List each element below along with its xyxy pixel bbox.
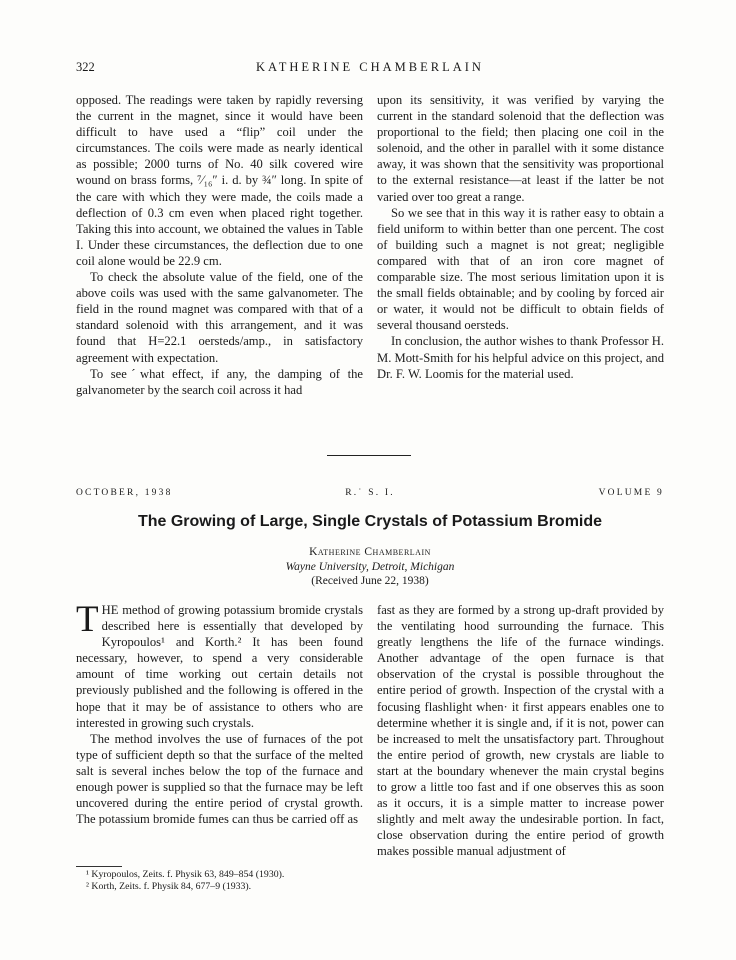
paragraph: opposed. The readings were taken by rapidly reversing the current in the magnet, since it would have been difficult to have used a “flip” coil under the circumstances. The coils were made as nearly identical as possible; 2000 turns of No. 40 silk covered wire wound on brass forms, ⁷⁄₁₆″ i. d. by ¾″ long. In spite of the care with which they were made, the coils made a deflection of 0.3 cm even when placed right together. Taking this into account, we obtained the values in Table I. Under these circumstances, the deflection due to one coil alone would be 22.9 cm. xyxy=(76,93,363,268)
paragraph: The method involves the use of furnaces of the pot type of sufficient depth so that the surface of the melted salt is several inches below the top of the furnace and enough power is supplied so that the furnace may be left uncovered during the entire period of crystal growth. The potassium bromide fumes can thus be carried off as xyxy=(76,731,363,827)
footnote-2: ² Korth, Zeits. f. Physik 84, 677–9 (1933). xyxy=(86,880,252,892)
running-head xyxy=(76,60,664,78)
article-title: The Growing of Large, Single Crystals of Potassium Bromide xyxy=(137,513,603,530)
footnote-1: ¹ Kyropoulos, Zeits. f. Physik 63, 849–854 (1930). xyxy=(86,869,285,880)
section-divider xyxy=(327,455,411,456)
volume-label: VOLUME 9 xyxy=(598,488,664,498)
running-head-author: KATHERINE CHAMBERLAIN xyxy=(256,60,484,74)
paragraph-text: method of growing potassium bromide crystals described here is essentially that developed by Kyropoulos¹ and Korth.² It has been found necessary, however, to spend a very considerable amount of time working out certain details not previously published and the following is offered in the hope that it may be of assistance to others who are interested in growing such crystals. xyxy=(76,603,363,730)
paragraph: upon its sensitivity, it was verified by varying the current in the standard solenoid that the deflection was proportional to the field; then placing one coil in the solenoid, and the other in parallel with it some distance away, it was shown that the sensitivity was proportional to the external resistance—at least if the latter be not varied over too great a range. xyxy=(377,93,664,204)
footnote-rule xyxy=(76,866,122,867)
journal-abbrev: R.˙ S. I. xyxy=(345,488,395,498)
received-date: (Received June 22, 1938) xyxy=(311,575,429,587)
article-left-column xyxy=(76,599,363,827)
paragraph: To check the absolute value of the field, one of the above coils was used with the same galvanometer. The field in the round magnet was compared with that of a standard solenoid with this arrangement, and it was found that H=22.1 oersteds/amp., in satisfactory agreement with expectation. xyxy=(76,270,363,365)
author-affiliation: Wayne University, Detroit, Michigan xyxy=(285,560,455,573)
issue-line xyxy=(76,488,664,504)
article-right-column xyxy=(377,602,664,860)
issue-date: OCTOBER, 1938 xyxy=(76,488,173,498)
author-name: Katherine Chamberlain xyxy=(309,546,431,558)
first-word: HE xyxy=(101,603,119,617)
paragraph: To seeˊwhat effect, if any, the damping of the galvanometer by the search coil across it had xyxy=(76,366,363,397)
paragraph: fast as they are formed by a strong up-draft provided by the ventilating hood surrounding the furnace. This greatly lengthens the life of the furnace windings. Another advantage of the open furnace is that observation of the crystal is possible throughout the entire period of growth. Inspection of the crystal with a focusing flashlight when· it first appears enables one to determine whether it is single and, if it is not, power can be increased to melt the unsatisfactory part. Throughout the entire period of growth, new crystals are liable to start at the boundary whenever the main crystal begins to grow a little too fast and if one observes this as soon as it occurs, it is a simple matter to increase power slightly and melt away the undesirable portion. In fact, close observation during the entire period of growth makes possible manual adjustment of xyxy=(377,603,664,859)
prev-article-left-column xyxy=(76,92,363,398)
page-number: 322 xyxy=(76,60,95,74)
footnotes xyxy=(86,869,366,892)
opening-paragraph xyxy=(76,599,363,731)
prev-article-right-column xyxy=(377,92,664,382)
paragraph: In conclusion, the author wishes to thank Professor H. M. Mott-Smith for his helpful advice on this project, and Dr. F. W. Loomis for the material used. xyxy=(377,334,664,381)
drop-cap: T xyxy=(76,599,99,640)
byline xyxy=(76,545,664,589)
paragraph: So we see that in this way it is rather easy to obtain a field uniform to within better than one percent. The cost of building such a magnet is not great; negligible compared with that of an iron core magnet of comparable size. The most serious limitation upon it is the small fields obtainable; and by cooling by forced air or water, it would not be difficult to obtain fields of several thousand oersteds. xyxy=(377,205,664,333)
